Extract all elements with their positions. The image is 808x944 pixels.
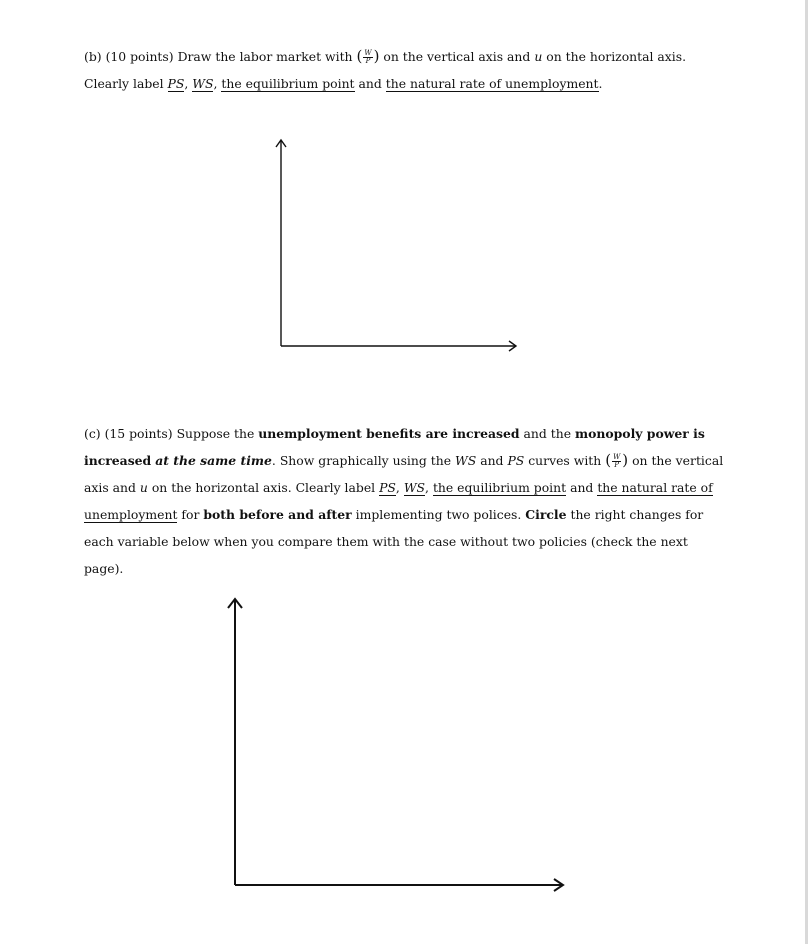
- text-segment: on the vertical axis and: [383, 49, 531, 64]
- label-item-natural-rate: the natural rate of unemployment: [385, 76, 599, 91]
- text-segment: for: [181, 507, 200, 522]
- text-segment: and the: [523, 426, 572, 441]
- text-segment: Show graphically using the: [279, 453, 452, 468]
- question-b-points: (10 points): [105, 49, 174, 64]
- fraction-numerator: W: [613, 453, 621, 461]
- question-b-label: (b): [84, 49, 102, 64]
- text-segment: on the horizontal axis. Clearly label: [84, 49, 687, 91]
- variable-ps: PS: [507, 453, 525, 468]
- label-item-natural-rate: the natural rate of unemployment: [84, 480, 713, 522]
- close-paren: ): [622, 451, 629, 469]
- fraction-denominator: P: [365, 57, 371, 65]
- bold-phrase: Circle: [525, 507, 567, 522]
- bold-italic-phrase: at the same time: [155, 453, 272, 468]
- text-segment: on the horizontal axis. Clearly label: [151, 480, 376, 495]
- text-segment: and: [570, 480, 594, 495]
- label-item-equilibrium: the equilibrium point: [432, 480, 567, 495]
- bold-phrase: unemployment benefits are increased: [258, 426, 520, 441]
- variable-ws: WS: [455, 453, 477, 468]
- question-c-label: (c): [84, 426, 101, 441]
- text-segment: and: [480, 453, 504, 468]
- text-segment: implementing two polices.: [355, 507, 522, 522]
- text-segment: Suppose the: [176, 426, 255, 441]
- question-c-text: (c) (15 points) Suppose the unemployment benefits are increased and the monopoly power is increased at the same time. Show graphically using the WS and PS curves with ( $\frac{W}{P}$ ) on the vertical axis and u on the horizontal axis. Clearly label PS, WS, the equilibrium point and the natural rate of unemployment for both before and after implementing two polices. Circle the right changes for each variable below when you compare them with the case without two policies (check the next page).: [84, 426, 724, 576]
- label-item-ws: WS: [403, 480, 426, 495]
- label-item-ps: PS: [167, 76, 185, 91]
- question-c-points: (15 points): [104, 426, 173, 441]
- label-item-equilibrium: the equilibrium point: [221, 76, 355, 91]
- label-item-ws: WS: [192, 76, 214, 91]
- axes-c: [228, 599, 563, 891]
- close-paren: ): [373, 47, 380, 65]
- open-paren: (: [356, 47, 363, 65]
- variable-u: u: [139, 480, 148, 495]
- text-segment: the right changes for each variable below when you compare them with the case without two policies (check the next page).: [84, 507, 704, 576]
- open-paren: (: [605, 451, 612, 469]
- text-segment: Draw the labor market with: [177, 49, 353, 64]
- text-segment: curves with: [528, 453, 602, 468]
- text-segment: and: [358, 76, 382, 91]
- question-b-text: (b) (10 points) Draw the labor market with ( $\frac{W}{P}$ ) on the vertical axis and u on the horizontal axis. Clearly label PS, WS, the equilibrium point and the natural rate of unemployment.: [84, 47, 687, 91]
- label-item-ps: PS: [379, 480, 396, 495]
- bold-phrase: monopoly power is increased: [84, 426, 705, 468]
- axes-b: [276, 140, 516, 351]
- variable-u: u: [534, 49, 543, 64]
- text-segment: on the vertical axis and: [84, 453, 724, 495]
- bold-phrase: both before and after: [203, 507, 352, 522]
- fraction-denominator: P: [614, 461, 620, 469]
- fraction-numerator: W: [364, 49, 372, 57]
